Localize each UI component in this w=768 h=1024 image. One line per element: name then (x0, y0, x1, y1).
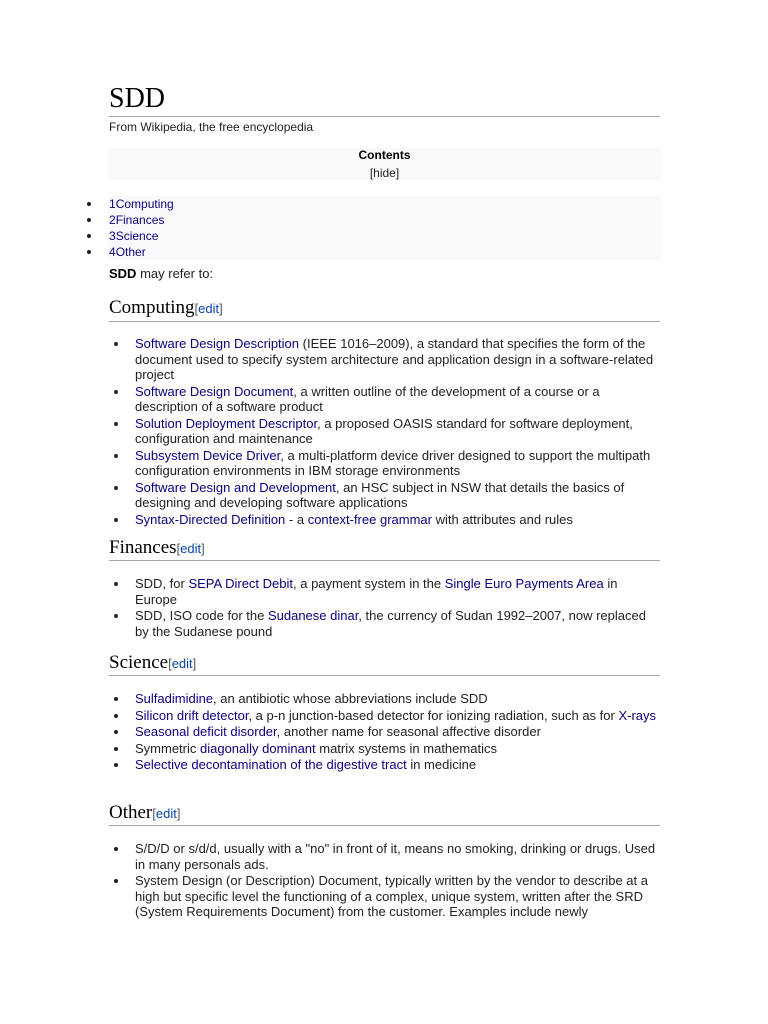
item-text: , a written outline of the development of a course or a description of a software product (135, 383, 600, 414)
edit-link[interactable]: edit (171, 656, 193, 671)
section-title: Other (109, 802, 153, 823)
item-link[interactable]: Selective decontamination of the digestive tract (135, 757, 407, 772)
bullet-icon (87, 234, 91, 238)
item-text: , a multi-platform device driver designed to support the multipath configuration environments in IBM storage environments (135, 447, 651, 478)
list-item (0, 873, 660, 920)
item-link[interactable]: Sulfadimidine (135, 691, 214, 706)
intro-paragraph (109, 266, 213, 282)
bullet-icon (87, 202, 91, 206)
section-divider (109, 675, 660, 676)
toc-item-label[interactable]: Finances (115, 213, 165, 227)
edit-bracket: ] (176, 806, 181, 821)
item-text: - a (285, 511, 308, 527)
item-text: , an antibiotic whose abbreviations include SDD (213, 691, 488, 706)
list-item (0, 741, 660, 757)
toc-item-label[interactable]: Science (115, 229, 159, 243)
section-title: Science (109, 652, 169, 673)
edit-bracket: [ (194, 301, 199, 316)
item-text: , an HSC subject in NSW that details the basics of designing and developing software applications (135, 479, 625, 510)
item-text: System Design (or Description) Document, typically written by the vendor to describe at a high but specific level the functioning of a complex, unique system, written after the SRD (System Requirements Document) from the customer. Examples include newly (135, 873, 648, 919)
toc-item-number: 3 (109, 229, 116, 243)
edit-link[interactable]: edit (155, 806, 177, 821)
section-heading-science (109, 651, 196, 676)
section-divider (109, 825, 660, 826)
edit-bracket: [ (168, 656, 172, 671)
list-item (0, 708, 660, 724)
toc-title: Contents (358, 148, 411, 162)
toc-item-number: 4 (109, 245, 116, 259)
section-title: Computing (109, 297, 195, 318)
item-text: (IEEE 1016–2009), a standard that specifies the form of the document used to specify system architecture and application design in a software-related project (135, 336, 654, 382)
site-tagline: From Wikipedia, the free encyclopedia (109, 120, 314, 134)
finances-list (0, 576, 660, 640)
item-text: , another name for seasonal affective disorder (276, 724, 541, 739)
bullet-icon (87, 218, 91, 222)
item-text: matrix systems in mathematics (315, 740, 497, 756)
section-heading-other (109, 801, 180, 826)
item-text: with attributes and rules (431, 511, 573, 527)
edit-link[interactable]: edit (198, 301, 220, 316)
item-link[interactable]: context-free grammar (307, 511, 432, 527)
list-item (0, 757, 660, 773)
list-item (0, 724, 660, 740)
intro-term: SDD (109, 266, 137, 281)
science-list (0, 691, 660, 774)
list-item (0, 448, 660, 479)
item-link[interactable]: SEPA Direct Debit (188, 576, 293, 591)
item-link[interactable]: Software Design and Development (135, 479, 336, 495)
item-text: , a p-n junction-based detector for ionizing radiation, such as for (248, 707, 619, 723)
item-text: , a proposed OASIS standard for software deployment, configuration and maintenance (135, 415, 633, 446)
list-item (0, 336, 660, 383)
item-text: S/D/D or s/d/d, usually with a "no" in front of it, means no smoking, drinking or drugs. Used in many personals ads. (135, 841, 656, 872)
section-heading-computing (109, 296, 223, 321)
item-text: , the currency of Sudan 1992–2007, now replaced by the Sudanese pound (135, 608, 646, 639)
edit-bracket: ] (192, 656, 197, 671)
toc-header (108, 148, 661, 180)
list-item (0, 691, 660, 707)
section-title: Finances (109, 537, 177, 558)
item-link[interactable]: Solution Deployment Descriptor (135, 415, 318, 431)
title-divider (109, 116, 660, 117)
toc-item-number: 1 (109, 197, 116, 211)
item-link[interactable]: X-rays (618, 707, 657, 723)
item-text: SDD, ISO code for the (135, 608, 268, 623)
section-divider (109, 321, 660, 322)
edit-bracket: ] (219, 301, 223, 316)
list-item (0, 512, 660, 528)
item-text: in medicine (406, 757, 477, 772)
other-list (0, 841, 660, 921)
intro-text: may refer to: (136, 266, 214, 281)
item-text: , a payment system in the (293, 576, 445, 591)
page-title: SDD (109, 83, 166, 114)
list-item (0, 384, 660, 415)
toc-hide-toggle[interactable]: [hide] (369, 166, 400, 180)
list-item (0, 576, 660, 607)
item-link[interactable]: Sudanese dinar (267, 608, 359, 623)
section-divider (109, 560, 660, 561)
item-link[interactable]: Silicon drift detector (135, 707, 249, 723)
item-link[interactable]: Seasonal deficit disorder (135, 724, 277, 739)
item-link[interactable]: Single Euro Payments Area (444, 576, 604, 591)
toc-item-label[interactable]: Computing (115, 197, 174, 211)
toc-item-label[interactable]: Other (115, 245, 146, 259)
item-link[interactable]: Software Design Description (135, 336, 300, 351)
item-link[interactable]: diagonally dominant (200, 740, 316, 756)
toc-item-number: 2 (109, 213, 116, 227)
item-link[interactable]: Syntax-Directed Definition (135, 511, 286, 527)
item-link[interactable]: Software Design Document (135, 383, 294, 399)
bullet-icon (87, 250, 91, 254)
item-link[interactable]: Subsystem Device Driver (135, 447, 281, 463)
edit-link[interactable]: edit (180, 541, 202, 556)
item-text: in Europe (135, 576, 618, 607)
edit-bracket: [ (176, 541, 181, 556)
edit-bracket: ] (201, 541, 205, 556)
toc-body (108, 196, 661, 260)
computing-list (0, 336, 660, 528)
edit-bracket: [ (152, 806, 156, 821)
list-item (0, 480, 660, 511)
list-item (0, 608, 660, 639)
item-text: Symmetric (135, 740, 200, 756)
list-item (0, 416, 660, 447)
item-text: SDD, for (135, 576, 189, 591)
list-item (0, 841, 660, 872)
section-heading-finances (109, 536, 205, 561)
